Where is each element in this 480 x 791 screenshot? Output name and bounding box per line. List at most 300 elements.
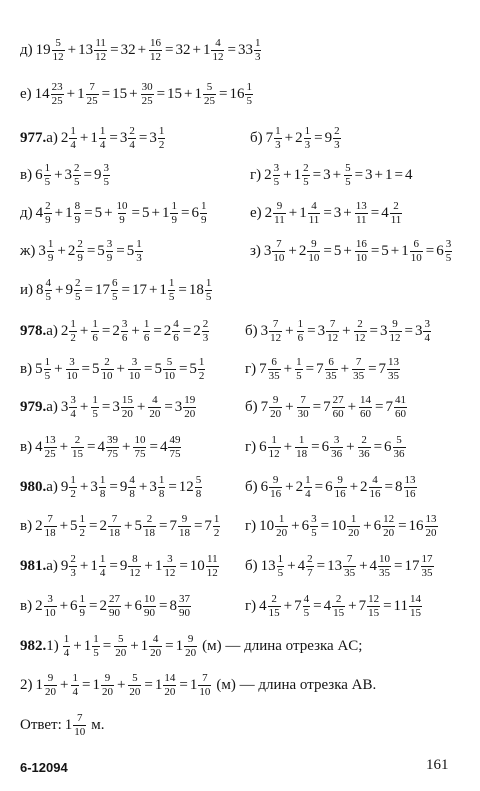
item-label: в) <box>20 517 33 534</box>
solution-line <box>245 387 408 427</box>
fraction <box>69 554 77 579</box>
fraction <box>94 38 107 63</box>
solution-line <box>20 30 262 70</box>
whole-part: 3 <box>60 398 69 415</box>
mixed-number <box>77 82 100 107</box>
denominator: 9 <box>74 213 81 226</box>
whole-part: 2 <box>360 478 368 495</box>
operator: = <box>116 242 125 259</box>
mixed-number <box>436 239 453 264</box>
number: 5 <box>94 204 103 221</box>
mixed-number <box>35 435 58 460</box>
item-label: б) <box>245 398 258 415</box>
whole-part: 6 <box>373 517 382 534</box>
denominator: 5 <box>246 94 252 107</box>
denominator: 6 <box>121 331 128 344</box>
fraction <box>135 239 143 264</box>
whole-part: 6 <box>321 438 330 455</box>
denominator: 10 <box>410 251 422 264</box>
whole-part: 1 <box>154 676 163 693</box>
mixed-number <box>261 395 284 420</box>
operator: = <box>109 478 118 495</box>
fraction <box>74 278 82 303</box>
operator: + <box>60 676 69 693</box>
denominator: 6 <box>92 331 98 344</box>
whole-part: 1 <box>175 637 184 654</box>
mixed-number <box>100 594 123 619</box>
explanation-text: (м) — длина отрезка AC; <box>202 637 363 654</box>
operator: + <box>283 438 293 455</box>
whole-part: 2 <box>295 129 303 146</box>
denominator: 16 <box>404 487 416 500</box>
numerator: 4 <box>152 632 159 645</box>
denominator: 18 <box>143 526 155 539</box>
item-label: а) <box>46 557 58 574</box>
denominator: 2 <box>70 487 76 500</box>
operator: = <box>84 204 93 221</box>
mixed-number <box>35 82 65 107</box>
equation <box>35 82 254 107</box>
solution-line <box>20 665 376 705</box>
equation <box>261 554 435 579</box>
numerator: 13 <box>425 512 437 525</box>
solution-line <box>20 118 166 158</box>
denominator: 60 <box>360 407 372 420</box>
numerator: 5 <box>117 632 124 645</box>
fraction <box>269 475 282 500</box>
whole-part: 1 <box>64 716 73 733</box>
item-label: в) <box>20 438 33 455</box>
numerator: 9 <box>272 393 279 406</box>
whole-part: 6 <box>70 597 78 614</box>
equation <box>62 634 198 659</box>
operator: + <box>332 166 342 183</box>
whole-part: 1 <box>401 242 409 259</box>
denominator: 20 <box>150 646 162 659</box>
mixed-number <box>120 126 137 151</box>
fraction <box>143 594 156 619</box>
operator: + <box>79 322 89 339</box>
fraction <box>390 201 403 226</box>
operator: + <box>59 597 69 614</box>
whole-part: 10 <box>259 517 275 534</box>
numerator: 2 <box>307 552 313 565</box>
whole-part: 9 <box>65 281 73 298</box>
whole-part: 17 <box>404 557 420 574</box>
equation <box>61 395 197 420</box>
numerator: 27 <box>332 393 344 406</box>
fraction <box>111 278 119 303</box>
numerator: 11 <box>95 36 106 49</box>
equation <box>35 514 221 539</box>
denominator: 9 <box>47 251 54 264</box>
numerator: 3 <box>131 355 138 368</box>
numerator: 9 <box>276 199 283 212</box>
solution-line <box>20 546 220 586</box>
whole-part: 33 <box>237 41 253 58</box>
denominator: 20 <box>383 526 395 539</box>
denominator: 18 <box>296 447 308 460</box>
mixed-number <box>299 201 321 226</box>
equation <box>259 594 423 619</box>
denominator: 36 <box>358 447 370 460</box>
mixed-number <box>327 554 357 579</box>
whole-part: 5 <box>134 517 142 534</box>
item-label: Ответ: <box>20 716 62 733</box>
fraction <box>303 594 311 619</box>
fraction <box>121 395 134 420</box>
operator: + <box>349 478 359 495</box>
operator: = <box>102 637 112 654</box>
item-label: д) <box>20 41 33 58</box>
numerator: 23 <box>51 80 63 93</box>
whole-part: 9 <box>119 478 128 495</box>
operator: = <box>81 360 91 377</box>
fraction <box>45 278 53 303</box>
fraction <box>268 435 281 460</box>
mixed-number <box>84 634 101 659</box>
fraction <box>325 357 338 382</box>
mixed-number <box>112 395 135 420</box>
solution-line <box>20 387 197 427</box>
fraction <box>73 713 86 738</box>
whole-part: 2 <box>264 204 273 221</box>
mixed-number <box>318 319 341 344</box>
denominator: 3 <box>136 251 142 264</box>
mixed-number <box>322 435 345 460</box>
denominator: 20 <box>121 407 133 420</box>
operator: = <box>182 322 192 339</box>
numerator: 1 <box>47 237 54 250</box>
mixed-number <box>164 319 181 344</box>
numerator: 37 <box>178 592 190 605</box>
operator: = <box>89 517 98 534</box>
denominator: 90 <box>143 606 155 619</box>
numerator: 2 <box>146 512 153 525</box>
fraction <box>304 475 312 500</box>
operator: + <box>363 517 372 534</box>
fraction <box>183 395 196 420</box>
fraction <box>108 514 121 539</box>
mixed-number <box>95 278 120 303</box>
denominator: 60 <box>395 407 407 420</box>
denominator: 8 <box>129 487 135 500</box>
mixed-number <box>238 38 263 63</box>
numerator: 1 <box>271 433 277 446</box>
mixed-number <box>160 435 183 460</box>
denominator: 16 <box>369 487 381 500</box>
whole-part: 8 <box>36 281 44 298</box>
numerator: 1 <box>92 317 98 330</box>
fraction <box>206 554 219 579</box>
operator: + <box>79 129 89 146</box>
fraction <box>205 278 213 303</box>
mixed-number <box>61 319 78 344</box>
denominator: 5 <box>345 175 351 188</box>
fraction <box>103 163 111 188</box>
operator: + <box>73 637 82 654</box>
numerator: 1 <box>92 393 98 406</box>
solution-line <box>245 586 423 626</box>
fraction <box>211 38 224 63</box>
numerator: 1 <box>278 512 285 525</box>
mixed-number <box>61 126 78 151</box>
operator: = <box>84 281 93 298</box>
numerator: 5 <box>345 161 351 174</box>
whole-part: 14 <box>34 85 50 102</box>
mixed-number <box>141 634 164 659</box>
fraction <box>44 514 57 539</box>
fraction <box>254 38 262 63</box>
mixed-number <box>120 554 143 579</box>
numerator: 1 <box>297 317 304 330</box>
numerator: 10 <box>379 552 391 565</box>
numerator: 2 <box>74 433 81 446</box>
numerator: 1 <box>79 592 86 605</box>
fraction <box>108 594 121 619</box>
denominator: 9 <box>106 251 113 264</box>
equation <box>38 239 143 264</box>
equation <box>264 239 453 264</box>
number: 5 <box>142 204 150 221</box>
denominator: 20 <box>184 407 196 420</box>
operator: + <box>116 676 126 693</box>
operator: = <box>354 166 364 183</box>
denominator: 9 <box>119 213 125 226</box>
item-label: в) <box>20 360 33 377</box>
fraction <box>423 319 431 344</box>
mixed-number <box>415 319 432 344</box>
denominator: 10 <box>74 725 86 738</box>
mixed-number <box>35 163 52 188</box>
equation <box>36 278 213 303</box>
fraction <box>168 278 176 303</box>
denominator: 4 <box>129 138 135 151</box>
operator: = <box>323 242 332 259</box>
whole-part: 3 <box>260 322 269 339</box>
mixed-number <box>90 475 107 500</box>
denominator: 12 <box>95 50 107 63</box>
problem-number: 979. <box>20 398 47 415</box>
operator: = <box>370 204 380 221</box>
numerator: 9 <box>47 671 54 684</box>
whole-part: 5 <box>97 242 105 259</box>
whole-part: 2 <box>35 597 43 614</box>
fraction <box>203 82 216 107</box>
fraction <box>274 126 282 151</box>
solution-line <box>250 118 342 158</box>
solution-line <box>245 506 439 546</box>
numerator: 1 <box>143 317 150 330</box>
numerator: 1 <box>277 552 284 565</box>
mixed-number <box>295 126 312 151</box>
numerator: 5 <box>396 433 402 446</box>
denominator: 20 <box>185 646 197 659</box>
whole-part: 7 <box>294 597 302 614</box>
operator: = <box>404 322 413 339</box>
fraction <box>245 82 253 107</box>
denominator: 9 <box>79 606 86 619</box>
whole-part: 9 <box>94 166 102 183</box>
fraction <box>344 163 352 188</box>
numerator: 2 <box>45 199 51 212</box>
whole-part: 6 <box>325 478 333 495</box>
denominator: 5 <box>44 369 51 382</box>
mixed-number <box>323 395 346 420</box>
equation <box>261 395 408 420</box>
fraction <box>114 634 127 659</box>
mixed-number <box>266 126 283 151</box>
fraction <box>332 395 345 420</box>
whole-part: 2 <box>295 478 304 495</box>
fraction <box>158 126 166 151</box>
mixed-number <box>380 319 403 344</box>
whole-part: 5 <box>92 360 100 377</box>
equation <box>35 163 111 188</box>
numerator: 1 <box>72 671 78 684</box>
mixed-number <box>264 239 287 264</box>
fraction <box>116 201 129 226</box>
operator: = <box>320 517 330 534</box>
solution-line <box>20 705 105 745</box>
fraction <box>295 357 303 382</box>
fraction <box>76 239 84 264</box>
denominator: 9 <box>77 251 83 264</box>
whole-part: 4 <box>297 557 306 574</box>
operator: = <box>316 557 326 574</box>
item-label: а) <box>46 478 58 495</box>
fraction <box>355 201 368 226</box>
operator: = <box>384 478 394 495</box>
mixed-number <box>92 673 115 698</box>
mixed-number <box>38 239 55 264</box>
item-label: з) <box>250 242 261 259</box>
mixed-number <box>190 673 213 698</box>
numerator: 9 <box>272 473 279 486</box>
denominator: 15 <box>72 447 84 460</box>
fraction <box>69 395 77 420</box>
whole-part: 5 <box>35 360 43 377</box>
equation <box>35 357 206 382</box>
fraction <box>148 395 161 420</box>
mixed-number <box>261 554 286 579</box>
whole-part: 7 <box>204 517 212 534</box>
fraction <box>354 319 367 344</box>
operator: + <box>124 597 133 614</box>
numerator: 5 <box>206 80 213 93</box>
denominator: 25 <box>86 94 98 107</box>
operator: + <box>54 204 64 221</box>
denominator: 12 <box>354 331 366 344</box>
mixed-number <box>70 594 87 619</box>
mixed-number <box>61 395 78 420</box>
numerator: 4 <box>303 592 310 605</box>
whole-part: 7 <box>378 360 387 377</box>
denominator: 35 <box>344 566 356 579</box>
operator: = <box>109 557 118 574</box>
whole-part: 13 <box>327 557 343 574</box>
operator: + <box>291 517 300 534</box>
item-label: е) <box>20 85 32 102</box>
whole-part: 2 <box>99 517 108 534</box>
denominator: 36 <box>331 447 343 460</box>
operator: = <box>307 322 316 339</box>
numerator: 7 <box>272 317 279 330</box>
mixed-number <box>162 201 179 226</box>
denominator: 5 <box>277 566 284 579</box>
operator: + <box>347 398 357 415</box>
operator: + <box>104 204 113 221</box>
mixed-number <box>325 126 342 151</box>
operator: = <box>312 398 322 415</box>
mixed-number <box>259 594 282 619</box>
operator: + <box>59 438 69 455</box>
denominator: 4 <box>70 138 76 151</box>
numerator: 27 <box>109 592 121 605</box>
item-label: в) <box>20 597 33 614</box>
denominator: 15 <box>333 606 345 619</box>
mixed-number <box>90 126 107 151</box>
whole-part: 3 <box>149 129 157 146</box>
numerator: 2 <box>303 161 309 174</box>
mixed-number <box>65 163 82 188</box>
fraction <box>347 514 360 539</box>
numerator: 3 <box>106 237 113 250</box>
denominator: 15 <box>268 606 280 619</box>
denominator: 3 <box>254 50 261 63</box>
mixed-number <box>325 475 348 500</box>
mixed-number <box>189 357 206 382</box>
whole-part: 2 <box>35 517 43 534</box>
denominator: 11 <box>308 213 320 226</box>
denominator: 10 <box>163 369 175 382</box>
denominator: 6 <box>143 331 150 344</box>
number: 15 <box>167 85 183 102</box>
denominator: 10 <box>199 685 211 698</box>
mixed-number <box>298 554 315 579</box>
numerator: 5 <box>195 473 202 486</box>
whole-part: 10 <box>189 557 205 574</box>
operator: = <box>144 676 153 693</box>
numerator: 2 <box>357 317 363 330</box>
denominator: 12 <box>212 50 224 63</box>
numerator: 7 <box>329 317 336 330</box>
numerator: 1 <box>79 512 86 525</box>
denominator: 36 <box>393 447 405 460</box>
mixed-number <box>259 514 289 539</box>
item-label: а) <box>46 398 58 415</box>
operator: = <box>143 360 153 377</box>
fraction <box>445 239 453 264</box>
operator: = <box>101 85 111 102</box>
numerator: 9 <box>181 512 188 525</box>
denominator: 5 <box>168 290 175 303</box>
fraction <box>69 126 77 151</box>
numerator: 2 <box>335 592 342 605</box>
number: 3 <box>323 166 331 183</box>
whole-part: 2 <box>298 242 307 259</box>
numerator: 2 <box>74 161 80 174</box>
fraction <box>352 357 365 382</box>
equation <box>36 201 209 226</box>
numerator: 1 <box>168 276 175 289</box>
operator: = <box>131 204 141 221</box>
solution-line <box>20 155 111 195</box>
equation <box>265 201 404 226</box>
operator: + <box>285 398 294 415</box>
operator: + <box>67 41 77 58</box>
denominator: 5 <box>45 290 52 303</box>
